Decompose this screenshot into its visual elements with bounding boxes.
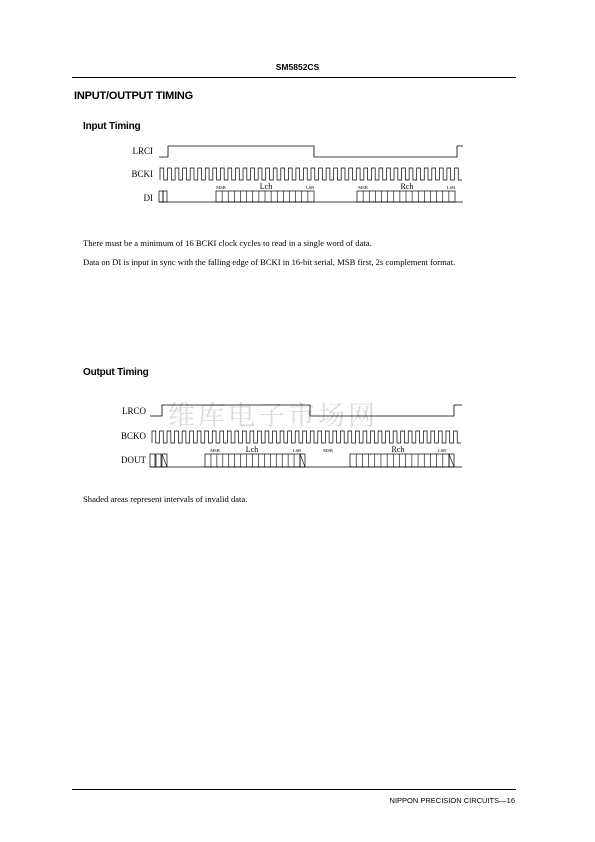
input-note-2: Data on DI is input in sync with the falling edge of BCKI in 16-bit serial, MSB first, 2s complement format. — [83, 257, 456, 267]
dout-label: DOUT — [121, 455, 146, 465]
rch-lsb-label: LSB — [446, 185, 456, 190]
rch-msb-label: MSB — [323, 448, 333, 453]
di-label: DI — [143, 193, 153, 203]
bcko-label: BCKO — [120, 431, 146, 441]
document-header: SM5852CS — [275, 62, 320, 72]
footer-rule — [72, 789, 516, 790]
output-note: Shaded areas represent intervals of invalid data. — [83, 494, 248, 504]
bcko-waveform — [152, 431, 461, 443]
lch-label: Lch — [245, 445, 259, 454]
page-footer: NIPPON PRECISION CIRCUITS—16 — [389, 796, 515, 805]
rch-label: Rch — [391, 445, 405, 454]
output-timing-title: Output Timing — [83, 367, 149, 378]
dout-waveform — [150, 454, 462, 467]
lch-msb-label: MSB — [210, 448, 220, 453]
lch-label: Lch — [259, 182, 273, 191]
lrco-waveform — [150, 405, 462, 416]
rch-lsb-label: LSB — [437, 448, 447, 453]
section-title: INPUT/OUTPUT TIMING — [74, 90, 194, 102]
lch-lsb-label: LSB — [305, 185, 315, 190]
rch-label: Rch — [400, 182, 414, 191]
rch-msb-label: MSB — [358, 185, 368, 190]
di-waveform — [159, 191, 463, 202]
lch-msb-label: MSB — [216, 185, 226, 190]
bcki-waveform — [160, 168, 462, 180]
watermark: 维库电子市场网 — [168, 401, 378, 432]
lrco-label: LRCO — [121, 406, 146, 416]
lrci-waveform — [159, 146, 463, 157]
lch-lsb-label: LSB — [292, 448, 302, 453]
input-timing-diagram — [0, 140, 595, 210]
bcki-label: BCKI — [131, 169, 153, 179]
input-note-1: There must be a minimum of 16 BCKI clock cycles to read in a single word of data. — [83, 238, 372, 248]
output-timing-diagram — [0, 400, 595, 475]
lrci-label: LRCI — [132, 146, 153, 156]
input-timing-title: Input Timing — [83, 121, 141, 132]
header-rule — [72, 77, 516, 78]
